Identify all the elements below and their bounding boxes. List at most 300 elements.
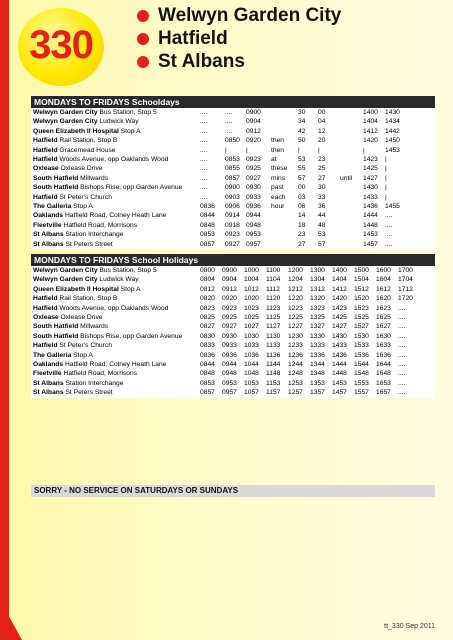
stop-locality: Fleetville [33, 221, 62, 229]
departure-time: .... [385, 231, 393, 239]
stop-detail: Bus Station, Stop 5 [97, 267, 157, 274]
departure-time: 1457 [363, 240, 378, 248]
stop-name [31, 202, 200, 211]
departure-time: 1623 [376, 304, 391, 312]
departure-time: 1620 [376, 295, 391, 303]
departure-time: 1004 [244, 276, 259, 284]
departure-time [340, 155, 363, 164]
departure-time: .... [200, 165, 208, 173]
departure-time: 1444 [332, 361, 347, 369]
stop-name [31, 193, 200, 202]
route-number: 330 [29, 23, 93, 67]
departure-time: .... [398, 342, 406, 350]
destination-item [137, 50, 341, 73]
departure-time: 0953 [222, 379, 237, 387]
stop-locality: Welwyn Garden City [33, 118, 98, 126]
stop-locality: Oxlease [33, 314, 59, 322]
departure-time: 0836 [200, 351, 215, 359]
departure-time [271, 211, 298, 220]
holidays-timetable [31, 266, 436, 398]
departure-time: 14 [298, 212, 306, 220]
departure-time: 1420 [332, 295, 347, 303]
stop-locality: Oxlease [33, 165, 59, 173]
timetable-row [31, 275, 436, 284]
stop-name [31, 174, 200, 183]
departure-time: 30 [318, 184, 326, 192]
departure-time: 1027 [244, 323, 259, 331]
departure-time [271, 117, 298, 126]
departure-time: 0925 [246, 165, 261, 173]
departure-time: 1448 [332, 370, 347, 378]
stop-detail: Oxlease Drive [58, 165, 103, 173]
stop-name [31, 285, 200, 294]
departure-time: 0850 [225, 137, 240, 145]
timetable-row [31, 266, 436, 275]
departure-time: 1125 [266, 314, 281, 322]
bullet-icon [137, 10, 149, 22]
schooldays-header: MONDAYS TO FRIDAYS Schooldays [31, 96, 435, 108]
departure-time: 1044 [244, 361, 259, 369]
stop-detail: Stop A [71, 351, 93, 359]
stop-locality: Oaklands [33, 361, 64, 369]
departure-time: 1012 [244, 285, 259, 293]
departure-time: 53 [318, 231, 326, 239]
departure-time: 0900 [246, 109, 261, 116]
stop-locality: Fleetville [33, 370, 62, 378]
departure-time: hour [271, 203, 285, 211]
departure-time: 1500 [354, 267, 369, 274]
departure-time: 1033 [244, 342, 259, 350]
departure-time: 1057 [244, 389, 259, 397]
departure-time: 0906 [225, 203, 240, 211]
departure-time: 1433 [332, 342, 347, 350]
departure-time: 1457 [332, 389, 347, 397]
departure-time: these [271, 165, 288, 173]
timetable-row [31, 174, 435, 183]
stop-detail: Woods Avenue, opp Oaklands Wood [57, 156, 169, 164]
stop-detail: Ludwick Way [97, 118, 139, 126]
stop-locality: Queen Elizabeth II Hospital [33, 285, 119, 293]
departure-time: 0925 [222, 314, 237, 322]
departure-time: .... [200, 156, 208, 164]
timetable-row [31, 183, 435, 192]
departure-time: 0827 [200, 323, 215, 331]
departure-time: 0800 [200, 267, 215, 274]
departure-time: 1453 [363, 231, 378, 239]
departure-time: 00 [298, 184, 306, 192]
departure-time: 57 [298, 174, 306, 182]
departure-time: 1423 [363, 156, 378, 164]
departure-time [340, 193, 363, 202]
departure-time: 0903 [225, 193, 240, 201]
bullet-icon [137, 56, 149, 68]
stop-locality: St Albans [33, 231, 64, 239]
departure-time: 1333 [310, 342, 325, 350]
departure-time: 1625 [376, 314, 391, 322]
departure-time: 1444 [363, 212, 378, 220]
departure-time: 0936 [222, 351, 237, 359]
departure-time: 0927 [225, 240, 240, 248]
timetable-row [31, 351, 436, 360]
departure-time: 06 [298, 203, 306, 211]
departure-time: 1036 [244, 351, 259, 359]
schooldays-timetable [31, 108, 435, 249]
departure-time: 0844 [200, 212, 215, 220]
stop-locality: Hatfield [33, 156, 58, 164]
stop-detail: Hatfield Road, Colney Heath Lane [63, 361, 167, 369]
departure-time [340, 117, 363, 126]
timetable-row [31, 240, 435, 249]
stop-locality: St Albans [33, 240, 64, 248]
departure-time: 1223 [288, 304, 303, 312]
departure-time: 1704 [398, 276, 413, 284]
departure-time: 0825 [200, 314, 215, 322]
departure-time: 1153 [266, 379, 281, 387]
departure-time: 0853 [200, 231, 215, 239]
stop-detail: Rail Station, Stop B [57, 137, 118, 145]
departure-time: 0933 [222, 342, 237, 350]
departure-time: 57 [318, 240, 326, 248]
departure-time: .... [398, 379, 406, 387]
departure-time: 1712 [398, 285, 413, 293]
departure-time: 18 [298, 221, 306, 229]
departure-time: 0944 [222, 361, 237, 369]
stop-detail: Woods Avenue, opp Oaklands Wood [57, 304, 169, 312]
departure-time: .... [398, 370, 406, 378]
departure-time: 0804 [200, 276, 215, 284]
departure-time: 48 [318, 221, 326, 229]
stop-name [31, 136, 200, 145]
departure-time: 0855 [225, 165, 240, 173]
stop-detail: Ludwick Way [97, 276, 139, 284]
departure-time: 1230 [288, 332, 303, 340]
departure-time: 1030 [244, 332, 259, 340]
stop-name [31, 164, 200, 173]
departure-time: 1053 [244, 379, 259, 387]
departure-time: 1200 [288, 267, 303, 274]
stop-locality: South Hatfield [33, 184, 79, 192]
departure-time: 1604 [376, 276, 391, 284]
departure-time: 1430 [385, 109, 400, 116]
departure-time: 1425 [332, 314, 347, 322]
stop-name [31, 351, 200, 360]
timetable-row [31, 117, 435, 126]
departure-time: 1442 [385, 127, 400, 135]
departure-time: 0900 [222, 267, 237, 274]
departure-time: 0923 [225, 231, 240, 239]
timetable-row [31, 230, 435, 239]
stop-locality: Queen Elizabeth II Hospital [33, 127, 119, 135]
departure-time: 1512 [354, 285, 369, 293]
departure-time: 1220 [288, 295, 303, 303]
stop-detail: Hatfield Road, Morrisons [61, 221, 138, 229]
departure-time: 1523 [354, 304, 369, 312]
timetable-row [31, 369, 436, 378]
stop-locality: The Galleria [33, 351, 72, 359]
timetable-row [31, 322, 436, 331]
stop-name [31, 322, 200, 331]
departure-time: .... [398, 361, 406, 369]
departure-time: 0923 [222, 304, 237, 312]
departure-time: 1548 [354, 370, 369, 378]
departure-time: 1104 [266, 276, 281, 284]
departure-time: 1227 [288, 323, 303, 331]
departure-time: 1630 [376, 332, 391, 340]
departure-time: 1257 [288, 389, 303, 397]
timetable-row [31, 136, 435, 145]
departure-time: 1253 [288, 379, 303, 387]
departure-time: 27 [298, 240, 306, 248]
stop-name [31, 183, 200, 192]
departure-time: 1348 [310, 370, 325, 378]
departure-time: 1433 [363, 193, 378, 201]
departure-time: | [246, 146, 248, 154]
stop-detail: St Peters Street [63, 389, 113, 397]
departure-time: 1653 [376, 379, 391, 387]
departure-time: 1436 [363, 203, 378, 211]
departure-time: past [271, 184, 284, 192]
departure-time: 0914 [225, 212, 240, 220]
departure-time: 0912 [246, 127, 261, 135]
departure-time: .... [200, 174, 208, 182]
departure-time: 1720 [398, 295, 413, 303]
departure-time: 1430 [363, 184, 378, 192]
departure-time: 1436 [332, 351, 347, 359]
departure-time: 1120 [266, 295, 281, 303]
red-corner-triangle [0, 600, 22, 640]
departure-time [271, 230, 298, 239]
departure-time: 1425 [363, 165, 378, 173]
departure-time: 1353 [310, 379, 325, 387]
stop-detail: St Peter’s Church [57, 193, 112, 201]
departure-time: 0853 [200, 379, 215, 387]
departure-time: 0948 [222, 370, 237, 378]
departure-time: 0857 [200, 389, 215, 397]
departure-time: 1636 [376, 351, 391, 359]
bullet-icon [137, 33, 149, 45]
timetable-row [31, 211, 435, 220]
departure-time: 0957 [246, 240, 261, 248]
departure-time: 1323 [310, 304, 325, 312]
departure-time: 1400 [363, 109, 378, 116]
stop-name [31, 294, 200, 303]
departure-time: .... [200, 137, 208, 145]
departure-time: 1020 [244, 295, 259, 303]
stop-detail: Stop A [118, 285, 141, 293]
departure-time: 1527 [354, 323, 369, 331]
departure-time: 1553 [354, 379, 369, 387]
departure-time: 1344 [310, 361, 325, 369]
departure-time [340, 211, 363, 220]
departure-time: .... [200, 146, 208, 154]
departure-time: 0920 [222, 295, 237, 303]
stop-detail: Stop A [118, 127, 141, 135]
stop-detail: Oxlease Drive [58, 314, 103, 322]
departure-time: 27 [318, 174, 326, 182]
departure-time: 0904 [222, 276, 237, 284]
stop-name [31, 341, 200, 350]
departure-time [340, 127, 363, 136]
departure-time: 1612 [376, 285, 391, 293]
departure-time: 1312 [310, 285, 325, 293]
departure-time: 1430 [332, 332, 347, 340]
departure-time: 0844 [200, 361, 215, 369]
stop-name [31, 155, 200, 164]
departure-time: 1448 [363, 221, 378, 229]
departure-time: 1627 [376, 323, 391, 331]
timetable-row [31, 155, 435, 164]
departure-time: 1533 [354, 342, 369, 350]
stop-locality: South Hatfield [33, 174, 79, 182]
stop-detail: St Peter’s Church [57, 342, 112, 350]
footer-code: tt_330 Sep 2011 [384, 623, 435, 630]
stop-detail: Millwards [78, 174, 109, 182]
departure-time: .... [398, 323, 406, 331]
departure-time: | [385, 184, 387, 192]
destination-item [137, 4, 341, 27]
departure-time [340, 240, 363, 249]
departure-time: 0857 [200, 240, 215, 248]
departure-time [340, 108, 363, 117]
departure-time: 0823 [200, 304, 215, 312]
departure-time: 23 [318, 156, 326, 164]
stop-name [31, 230, 200, 239]
departure-time: 1236 [288, 351, 303, 359]
departure-time: 0933 [246, 193, 261, 201]
departure-time: 1133 [266, 342, 281, 350]
departure-time: .... [225, 109, 233, 116]
departure-time [271, 127, 298, 136]
departure-time: 0900 [225, 184, 240, 192]
departure-time: .... [225, 127, 233, 135]
stop-locality: Hatfield [33, 137, 58, 145]
stop-name [31, 266, 200, 275]
departure-time: 1536 [354, 351, 369, 359]
departure-time: .... [398, 389, 406, 397]
departure-time: 04 [318, 118, 326, 126]
departure-time: .... [200, 184, 208, 192]
departure-time: 1148 [266, 370, 281, 378]
departure-time: 0944 [246, 212, 261, 220]
timetable-row [31, 332, 436, 341]
departure-time: .... [225, 118, 233, 126]
departure-time: 1644 [376, 361, 391, 369]
departure-time: 1330 [310, 332, 325, 340]
departure-time: 0833 [200, 342, 215, 350]
departure-time: 53 [298, 156, 306, 164]
departure-time: .... [200, 127, 208, 135]
departure-time: 0904 [246, 118, 261, 126]
departure-time: 1325 [310, 314, 325, 322]
departure-time: 0853 [225, 156, 240, 164]
departure-time: 1023 [244, 304, 259, 312]
timetable-row [31, 388, 436, 397]
stop-name [31, 108, 200, 117]
stop-locality: Welwyn Garden City [33, 267, 98, 274]
departure-time: 1400 [332, 267, 347, 274]
departure-time: 0923 [246, 156, 261, 164]
timetable-row [31, 313, 436, 322]
departure-time: 1420 [363, 137, 378, 145]
stop-detail: Bishops Rise, opp Garden Avenue [78, 184, 183, 192]
departure-time: | [385, 174, 387, 182]
departure-time: 03 [298, 193, 306, 201]
stop-locality: Hatfield [33, 295, 58, 303]
departure-time: 50 [298, 137, 306, 145]
stop-locality: Hatfield [33, 342, 58, 350]
departure-time: 0857 [225, 174, 240, 182]
departure-time: then [271, 146, 285, 154]
departure-time: 1530 [354, 332, 369, 340]
departure-time [271, 240, 298, 249]
holidays-header: MONDAYS TO FRIDAYS School Holidays [31, 254, 435, 266]
departure-time: 1412 [332, 285, 347, 293]
left-red-strip [0, 0, 9, 640]
stop-name [31, 304, 200, 313]
departure-time: 0936 [246, 203, 261, 211]
stop-detail: Bishops Rise, opp Garden Avenue [78, 332, 183, 340]
stop-detail: Gracemead House [57, 146, 116, 154]
destination-label: Hatfield [158, 27, 228, 49]
stop-locality: St Albans [33, 389, 64, 397]
destination-label: St Albans [158, 50, 245, 72]
departure-time: 1244 [288, 361, 303, 369]
departure-time: 1048 [244, 370, 259, 378]
departure-time: .... [398, 351, 406, 359]
departure-time: 12 [318, 127, 326, 135]
departure-time: 1427 [363, 174, 378, 182]
stop-locality: Hatfield [33, 193, 58, 201]
schooldays-panel [31, 96, 435, 249]
stop-locality: Welwyn Garden City [33, 109, 98, 116]
stop-detail: Millwards [78, 323, 109, 331]
departure-time: 1327 [310, 323, 325, 331]
timetable-row [31, 193, 435, 202]
departure-time: | [363, 146, 365, 154]
departure-time: 1453 [332, 379, 347, 387]
departure-time: 36 [318, 203, 326, 211]
departure-time: 1304 [310, 276, 325, 284]
stop-locality: Oaklands [33, 212, 64, 220]
timetable-row [31, 202, 435, 211]
departure-time: at [271, 156, 277, 164]
departure-time: 1320 [310, 295, 325, 303]
departure-time: until [340, 174, 353, 182]
timetable-row [31, 146, 435, 155]
departure-time: | [298, 146, 300, 154]
departure-time: 0912 [222, 285, 237, 293]
departure-time: 1204 [288, 276, 303, 284]
departure-time: 0930 [246, 184, 261, 192]
departure-time: 1404 [363, 118, 378, 126]
destination-item [137, 27, 341, 50]
departure-time: 0930 [222, 332, 237, 340]
departure-time [340, 183, 363, 192]
stop-name [31, 369, 200, 378]
departure-time: | [385, 165, 387, 173]
departure-time: 1127 [266, 323, 281, 331]
stop-detail: Bus Station, Stop 5 [97, 109, 157, 116]
departure-time: 1123 [266, 304, 281, 312]
departure-time: 1455 [385, 203, 400, 211]
stop-locality: South Hatfield [33, 332, 79, 340]
stop-name [31, 221, 200, 230]
departure-time: 1600 [376, 267, 391, 274]
departure-time: .... [385, 240, 393, 248]
departure-time: 1336 [310, 351, 325, 359]
holidays-panel [31, 254, 435, 398]
departure-time [271, 221, 298, 230]
